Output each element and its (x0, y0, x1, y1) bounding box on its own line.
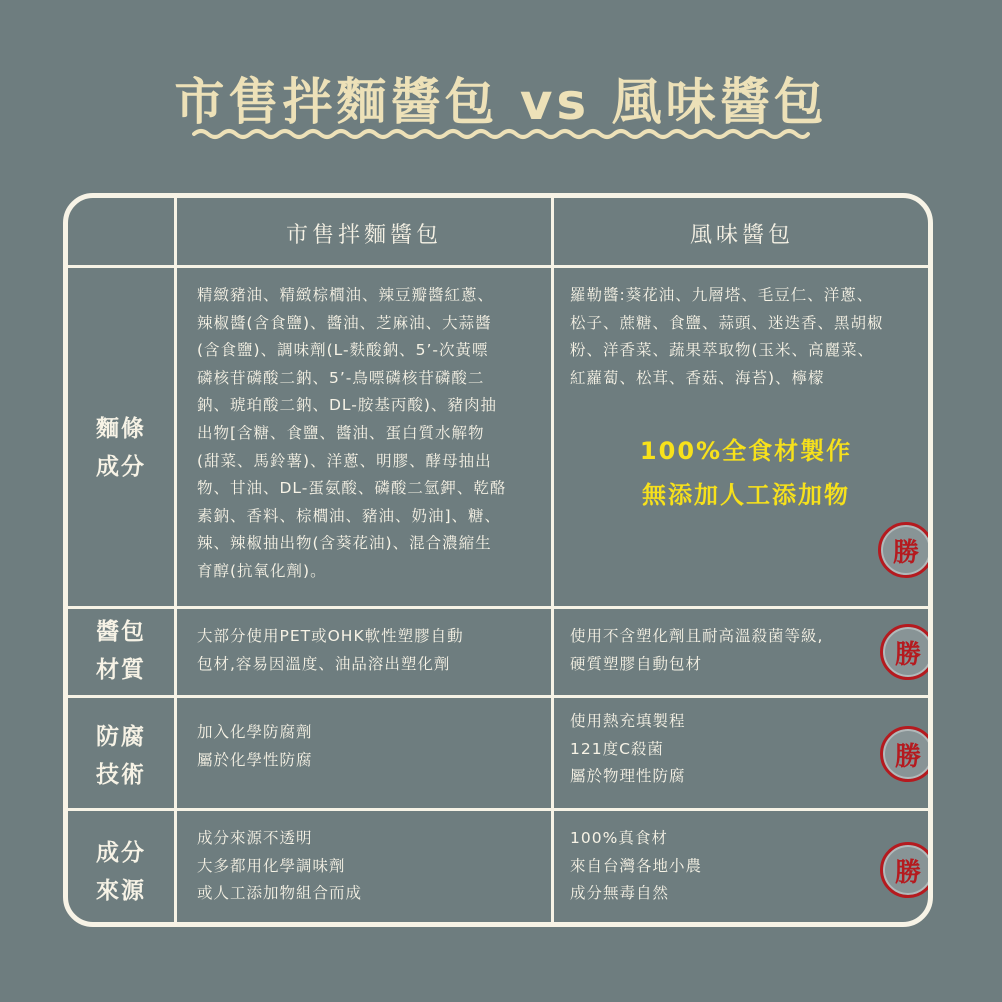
table-divider (68, 695, 928, 698)
win-stamp-icon: 勝 (880, 726, 933, 782)
table-divider (68, 265, 928, 268)
row-label-packaging: 醬包 材質 (96, 619, 146, 683)
page-title: 市售拌麵醬包 vs 風味醬包 (174, 73, 828, 131)
cell-flavor-preservation: 使用熱充填製程 121度C殺菌 屬於物理性防腐 (570, 712, 686, 786)
cell-flavor-packaging: 使用不含塑化劑且耐高溫殺菌等級, 硬質塑膠自動包材 (570, 627, 824, 673)
table-divider (174, 198, 177, 922)
row-label-source: 成分 來源 (96, 840, 146, 904)
cell-commercial-packaging: 大部分使用PET或OHK軟性塑膠自動 包材,容易因溫度、油品溶出塑化劑 (197, 627, 464, 673)
cell-flavor-source: 100%真食材 來自台灣各地小農 成分無毒自然 (570, 829, 703, 903)
win-stamp-icon: 勝 (880, 842, 933, 898)
cell-commercial-ingredients: 精緻豬油、精緻棕櫚油、辣豆瓣醬紅蔥、 辣椒醬(含食鹽)、醬油、芝麻油、大蒜醬 (含食鹽)、調味劑(L-麩酸鈉、5’-次黃嘌 磷核苷磷酸二鈉、5’-鳥嘌磷核苷磷酸二 鈉、琥珀酸二鈉、DL-胺基丙酸)、豬肉抽 出物[含糖、食鹽、醬油、蛋白質水解物 (甜菜、馬鈴薯)、洋蔥、明膠、酵母抽出 物、甘油、DL-蛋氨酸、磷酸二氫鉀、乾酪 素鈉、香料、棕櫚油、豬油、奶油]、糖、 辣、辣椒抽出物(含葵花油)、混合濃縮生 育醇(抗氧化劑)。 (197, 286, 507, 580)
header-flavor: 風味醬包 (689, 223, 794, 248)
win-stamp-icon: 勝 (880, 624, 933, 680)
flavor-highlight: 100%全食材製作 無添加人工添加物 (639, 437, 853, 509)
header-commercial: 市售拌麵醬包 (285, 223, 442, 248)
row-label-noodle-ingredients: 麵條 成分 (96, 416, 146, 480)
cell-flavor-ingredients: 羅勒醬:葵花油、九層塔、毛豆仁、洋蔥、 松子、蔗糖、食鹽、蒜頭、迷迭香、黑胡椒 粉、洋香菜、蔬果萃取物(玉米、高麗菜、 紅蘿蔔、松茸、香菇、海苔)、檸檬 (570, 286, 884, 387)
wavy-underline (192, 122, 810, 146)
row-label-preservation: 防腐 技術 (96, 724, 146, 788)
table-divider (551, 198, 554, 922)
cell-commercial-source: 成分來源不透明 大多都用化學調味劑 或人工添加物組合而成 (197, 829, 363, 903)
win-stamp-icon: 勝 (878, 522, 933, 578)
comparison-table (63, 193, 933, 927)
table-divider (68, 808, 928, 811)
cell-commercial-preservation: 加入化學防腐劑 屬於化學性防腐 (197, 723, 313, 769)
table-divider (68, 606, 928, 609)
